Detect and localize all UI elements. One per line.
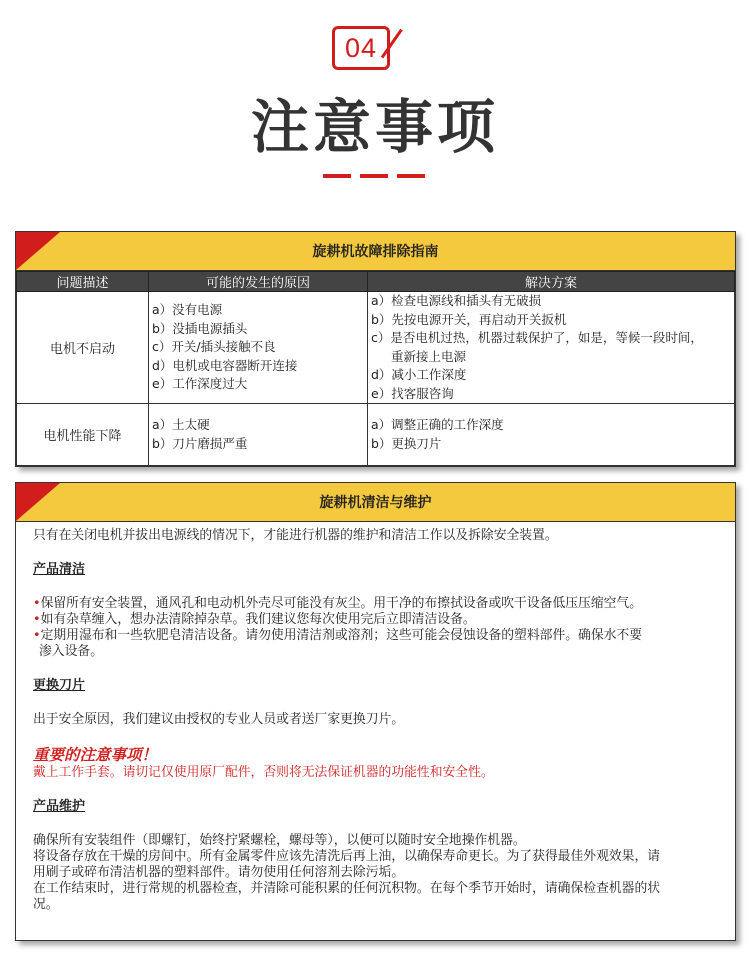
causes-cell bbox=[149, 404, 368, 466]
maintenance-body bbox=[16, 522, 735, 913]
cause-item: d）电机或电容器断开连接 bbox=[152, 357, 298, 373]
product-line: 将设备存放在干燥的房间中。所有金属零件应该先清洗后再上油，以确保寿命更长。为了获得最佳外观效果，请 bbox=[33, 849, 661, 864]
problem-cell: 电机不启动 bbox=[17, 292, 149, 404]
corner-accent bbox=[16, 232, 60, 270]
product-line: 在工作结束时，进行常规的机器检查，并清除可能积累的任何沉积物。在每个季节开始时，请确保检查机器的状 bbox=[33, 881, 661, 896]
corner-accent bbox=[16, 483, 60, 521]
solution-item: a）检查电源线和插头有无破损 bbox=[371, 293, 542, 308]
troubleshooting-table bbox=[16, 271, 735, 466]
solution-item: d）减小工作深度 bbox=[371, 367, 467, 382]
list-item: •如有杂草缠入，想办法清除掉杂草。我们建议您每次使用完后立即清洁设备。 bbox=[33, 612, 476, 627]
bullet-icon: • bbox=[33, 596, 41, 611]
solution-item: b）先按电源开关，再启动开关扳机 bbox=[371, 311, 567, 327]
section-badge bbox=[332, 26, 412, 78]
table-header-row bbox=[17, 272, 735, 292]
maintenance-header bbox=[16, 483, 735, 522]
maintenance-panel bbox=[15, 482, 736, 941]
problem-cell: 电机性能下降 bbox=[17, 404, 149, 466]
table-row bbox=[17, 292, 735, 404]
maintenance-title: 旋耕机清洁与维护 bbox=[319, 495, 432, 511]
product-heading: 产品维护 bbox=[33, 799, 86, 814]
bullet-icon: • bbox=[33, 628, 41, 643]
causes-cell bbox=[149, 292, 368, 404]
troubleshooting-header bbox=[16, 232, 735, 271]
solution-item: b）更换刀片 bbox=[371, 435, 442, 451]
solutions-cell bbox=[368, 404, 735, 466]
cleaning-heading: 产品清洁 bbox=[33, 562, 86, 577]
solutions-cell bbox=[368, 292, 735, 404]
bullet-icon: • bbox=[33, 612, 41, 627]
column-header: 可能的发生的原因 bbox=[149, 272, 368, 292]
product-line: 况。 bbox=[33, 897, 59, 912]
list-item: •定期用湿布和一些软肥皂清洁设备。请勿使用清洁剂或溶剂；这些可能会侵蚀设备的塑料部件。确保水不要 bbox=[33, 628, 643, 643]
list-item-continuation: 渗入设备。 bbox=[39, 644, 103, 659]
list-item: •保留所有安全装置，通风孔和电动机外壳尽可能没有灰尘。用干净的布擦拭设备或吹干设备低压压缩空气。 bbox=[33, 596, 643, 611]
cause-item: a）土太硬 bbox=[152, 417, 210, 432]
cause-item: e）工作深度过大 bbox=[152, 376, 248, 392]
product-line: 用刷子或碎布清洁机器的塑料部件。请勿使用任何溶剂去除污垢。 bbox=[33, 865, 405, 880]
cause-item: c）开关/插头接触不良 bbox=[152, 339, 276, 355]
cause-item: b）刀片磨损严重 bbox=[152, 435, 248, 451]
warning-title: 重要的注意事项！ bbox=[33, 746, 158, 764]
page-title: 注意事项 bbox=[250, 93, 499, 161]
title-divider bbox=[323, 174, 425, 178]
troubleshooting-title: 旋耕机故障排除指南 bbox=[312, 244, 439, 260]
intro-text: 只有在关闭电机并拔出电源线的情况下，才能进行机器的维护和清洁工作以及拆除安全装置。 bbox=[33, 528, 558, 543]
blade-text: 出于安全原因，我们建议由授权的专业人员或者送厂家更换刀片。 bbox=[33, 712, 405, 727]
section-number: 04 bbox=[332, 26, 390, 70]
table-row bbox=[17, 404, 735, 466]
solution-item: a）调整正确的工作深度 bbox=[371, 417, 504, 432]
column-header: 解决方案 bbox=[368, 272, 735, 292]
cause-item: a）没有电源 bbox=[152, 302, 223, 318]
troubleshooting-panel bbox=[15, 231, 736, 467]
solution-item: c）是否电机过热，机器过载保护了，如是，等候一段时间， bbox=[371, 330, 703, 345]
warning-text: 戴上工作手套。请切记仅使用原厂配件，否则将无法保证机器的功能性和安全性。 bbox=[33, 765, 494, 780]
solution-item: e）找客服咨询 bbox=[371, 385, 454, 401]
cause-item: b）没插电源插头 bbox=[152, 320, 248, 336]
column-header: 问题描述 bbox=[17, 272, 149, 292]
solution-item: 重新接上电源 bbox=[391, 348, 467, 364]
blade-heading: 更换刀片 bbox=[33, 678, 86, 693]
product-line: 确保所有安装组件（即螺钉，始终拧紧螺栓，螺母等），以便可以随时安全地操作机器。 bbox=[33, 833, 526, 848]
